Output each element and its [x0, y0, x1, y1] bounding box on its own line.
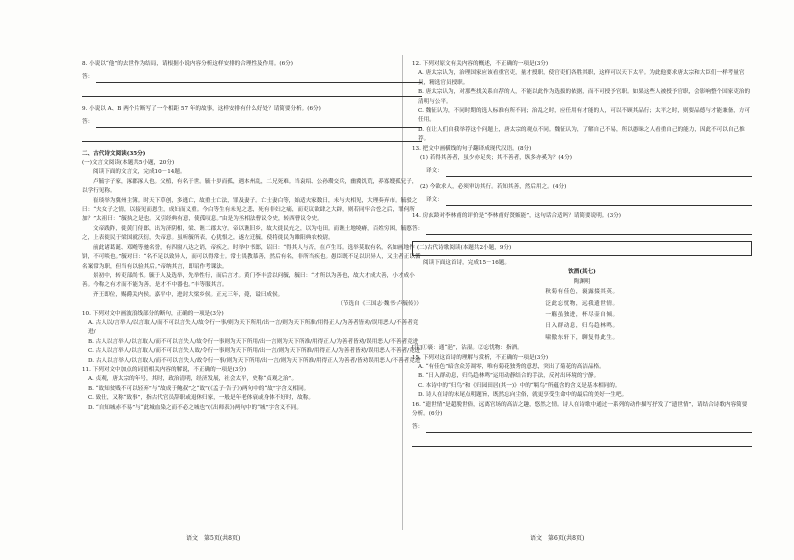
option-d: D. 古人以言举人/以言取人/而不可以言失人/故令行一事/则为天下所用/出一言/则为天下所准/用得正人为善者/皆劝误用恶人/不善者竞进: [88, 357, 421, 364]
answer-label: 答：: [82, 119, 94, 126]
subsection-title: (一)文言文阅读(本题共5小题，20分): [82, 160, 175, 167]
poem-line: 秋菊有佳色，裛露掇其英。: [545, 289, 619, 296]
option-d: D. 诗人在诗的末尾点明题旨，既然忘向尘俗，就更享受生命中的最后的美好一生吧。: [418, 392, 628, 399]
poem-line: 啸傲东轩下，聊复得此生。: [545, 334, 619, 341]
page-footer-left: 语文 第5页(共8页): [186, 535, 241, 542]
answer-label: 答：: [412, 424, 424, 431]
question-13-1: (1) 若得其善者，虽少亦足矣；其不善者，纵多亦奚为？(4分): [420, 155, 572, 162]
answer-line[interactable]: [412, 439, 752, 447]
right-column: [412, 60, 752, 447]
option-b: B. “日入群动息，归鸟趋林鸣”运用动静结合的手法，反衬出环境的宁静。: [418, 373, 600, 380]
poem-line: 泛此忘忧物，远我遗世情。: [545, 300, 619, 307]
subsection-box: [412, 241, 752, 256]
option-a: A. 贞观，唐太宗的年号，其时，政治清明，经济发展，社会太平，史称“贞观之治”。: [88, 376, 298, 383]
option-d: D. 在让人们自我举荐这个问题上，唐太宗的观点不同。魏征认为，了解自己不易，所以愚昧之人看重自己的能力，因此不可以自己推荐。: [418, 126, 745, 143]
option-d: D. “自知城赤不易”与“此城血染之而不必之城也”(《出师表》)两句中的“城”字含义不同。: [88, 404, 302, 411]
translation-label: 译文：: [426, 197, 443, 204]
translation-label: 译文：: [426, 168, 443, 175]
question-15: 15. 下列对这首诗的理解与赏析，不正确的一项是(3分): [412, 354, 549, 361]
page-footer-right: 语文 第6页(共8页): [530, 535, 585, 542]
answer-label: 答：: [82, 74, 94, 81]
translation-line[interactable]: [412, 196, 752, 205]
poem-line: 日入群动息，归鸟趋林鸣。: [545, 323, 619, 330]
question-10: 10. 下列对文中画波浪线部分的断句，正确的一项是(3分): [82, 310, 224, 317]
question-14: 14. 房玄龄对李林甫的评价是“李林甫好贤嫉能”，这句话合适吗？请简要说明。(3分): [412, 212, 621, 219]
poem-author: 陶渊明: [573, 278, 591, 285]
option-c: C. 本诗中的“归鸟”和《归园田居(其一)》中的“羁鸟”所蕴含的含义是基本相同的。: [418, 382, 621, 389]
passage: [82, 178, 422, 300]
subsection-title: (二)古代诗歌阅读(本题共2小题，9分): [417, 244, 512, 251]
passage-paragraph: 崔琰举为冀州主簿。时天下草创，多逃亡，故重士亡法，罪及妻子。亡士妻白等，始适夫家数日，未与夫相见，大理奏弃市。毓驳之曰：“夫女子之情，以接见而恩生，成妇而义重。今白等生有未见之悲，死有非妇之痛，而吏议欲肆之大辟，则若同牢合卺之后，罪何所加？”太祖曰：“毓执之是也。又引经典有意，使孤叹息。”由是为丞相法曹议令史，转西曹议令史。: [82, 197, 418, 223]
question-13: 13. 把文中画横线的句子翻译成现代汉语。(8分): [412, 145, 532, 152]
answer-line-14[interactable]: [412, 225, 752, 234]
question-16: 16. “遗世情”是超脱世俗，远离官场的高洁之趣，悠然之情。诗人在诗歌中通过一系列的动作描写抒发了“遗世情”，请结合诗歌内容简要分析。(6分): [412, 401, 748, 417]
question-8: 8. 小说以“他”的去世作为结局，请根据小说内容分析这样安排的合理性及作用。(6分): [82, 61, 293, 67]
option-a: A. 古人以/言举人/以言取人/而不可以言失人/故令行一事/则为天下所用/出一言/则为天下所准/用得正人/为善者皆劝/误用恶人/不善者竞进/: [88, 319, 419, 336]
answer-line-8[interactable]: [82, 73, 422, 82]
answer-line-16[interactable]: [412, 423, 752, 432]
answer-line[interactable]: [82, 89, 422, 97]
option-b: B. “故知贫贱不可以轻弃”与“故成于鲍叔”之“故”(《孟子·告子》)两句中的“故”字含义相同。: [88, 385, 310, 392]
question-12: 12. 下列对原文有关内容的概述，不正确的一项是(3分): [412, 61, 549, 67]
question-11: 11. 下列对文中加点的词语相关内容的解说，不正确的一项是(3分): [82, 366, 247, 373]
passage-paragraph: 齐王即位，赐爵关内侯。嘉平中，进封大梁乡侯。正元三年，薨，谥曰成侯。: [93, 291, 284, 298]
passage-paragraph: 文帝践阼，徙黄门侍郎，出为济阴相，梁、谯二郡太守。帝以谯旧乡，故大徙民充之，以为屯田。而谯土地墝瘠，百姓穷困，毓愍之，上表徙民于梁国就沃衍，失帝意。虽听毓所表，心犹恨之，遂左迁毓，使将徙民为睢阳典农校尉。: [82, 225, 412, 242]
passage-paragraph: 卢毓字子家，涿郡涿人也。父植，有名于世。毓十岁而孤，遇本州乱，二兄死难。当袁绍、公孙瓒交兵，幽冀饥荒，养寡嫂孤兄子，以学行见称。: [82, 178, 418, 195]
answer-label: 答：: [412, 226, 424, 233]
poem-line: 一觞虽独进，杯尽壶自倾。: [545, 311, 619, 318]
option-a: A. 唐太宗认为，治理国家应该看重官吏，量才授职，使官吏们各胜其职，这样可以天下太平。为此他要求唐太宗和大臣们一样考量官员，精选官员授职。: [418, 70, 745, 86]
passage-paragraph: 景初中，转吏部尚书。毓于人及选举，先举性行，而后言才。黄门李丰尝以问毓，毓曰：“才所以为善也，故大才成大善，小才成小善。今称之有才而不能为善，是才不中器也。”丰等服其言。: [82, 272, 415, 289]
option-c: C. 古人以言举人/以言取人/而不可以言失人故/令行一事则为天下所用/出一言/则为天下所准/用得正人/为善者皆劝/误用恶人不善者/竞进: [88, 348, 421, 355]
option-a: A. “有佳色”暗含众芳凋零，唯有菊花独秀的意思，突出了菊花的高洁品格。: [418, 363, 605, 370]
answer-line-9[interactable]: [82, 118, 422, 127]
option-b: B. 唐太宗认为，对那些找关系自荐的人，不能以此作为选拔的依据，而不可授予官职。如果这些人被授予官职，会影响整个国家吏治的清明与公平。: [418, 89, 751, 105]
question-13-2: (2) 今欲求人，必须审访其行。若知其善，然后用之。(4分): [420, 183, 567, 190]
option-c: C. 致仕，又称“致事”，指古代官员辞职或退休归家，一般是年老体衰或身体不好时，故称。: [88, 395, 314, 402]
poem-title: 饮酒(其七): [568, 269, 596, 276]
left-column: [82, 60, 422, 413]
instructions: 阅读下面这首诗，完成15－16题。: [423, 259, 510, 266]
option-c: C. 魏征认为，不同时期的选人标准有所不同；治乱之时，应任用有才能的人，可以不顾其品行；太平之时，则要品德与才能兼备，方可任用。: [418, 108, 751, 124]
passage-source: （节选自《三国志·魏书·卢毓传》）: [337, 301, 422, 308]
option-b: B. 古人以言举人/以言取人/而不可以言失人/故令行一事则为天下所用/出一言则为天下所准/用得正人/为善者皆劝/误用恶人/不善者竞进: [88, 338, 419, 345]
instructions: 阅读下面的文言文，完成10－14题。: [93, 169, 186, 176]
poem-note: [注]①裛：通“浥”，沾湿。②忘忧物：指酒。: [412, 345, 523, 352]
poem-body: [412, 287, 752, 344]
translation-line[interactable]: [412, 167, 752, 176]
question-9: 9. 小说以 A、B 两个片断写了一个相距 57 年的故事，这样安排有什么好处？请简要分析。(6分): [82, 105, 321, 112]
section-title: 二、古代诗文阅读(35分): [82, 150, 146, 157]
passage-paragraph: 前此诸葛诞、邓飏等驰名誉，有四窗八达之诮，帝疾之。时举中书郎，诏曰：“得其人与否，在卢生耳。选举莫取有名，名如画地作饼，不可啖也。”毓对曰：“名不足以致异人，而可以得常士。常士畏教慕善，然后有名，非所当疾也。愚臣既不足以识异人，又主者正以循名案常为职，但当有以验其后。”帝纳其言，即诏作考课法。: [82, 244, 421, 270]
answer-line[interactable]: [82, 134, 422, 142]
